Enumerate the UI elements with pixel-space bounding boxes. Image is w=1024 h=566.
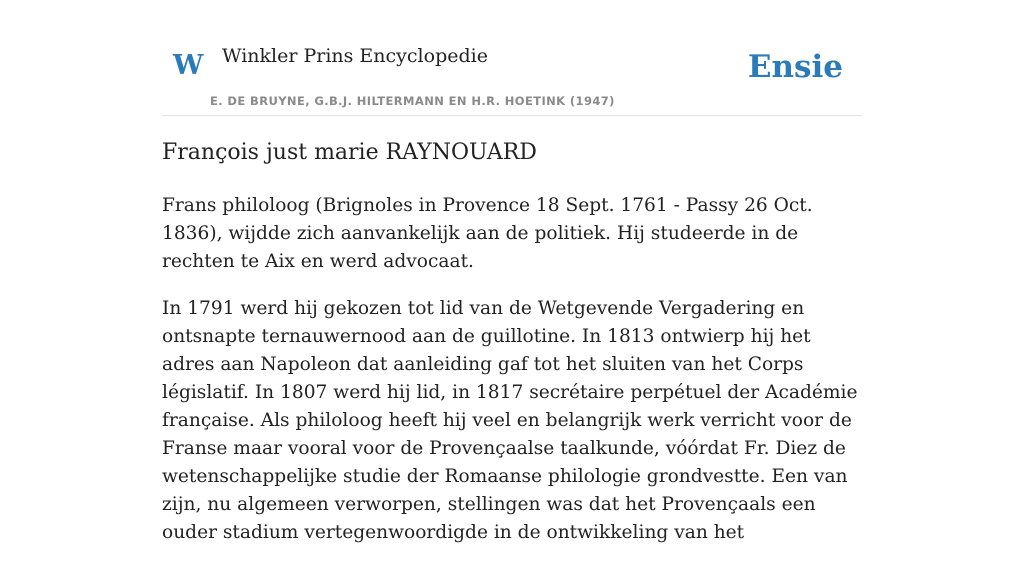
article-paragraph: Frans philoloog (Brignoles in Provence 18 Sept. 1761 - Passy 26 Oct. 1836), wijdde zich aanvankelijk aan de politiek. Hij studeerde in de rechten te Aix en werd advocaat. xyxy=(162,195,813,272)
ensie-logo-link[interactable]: Ensie xyxy=(747,49,843,85)
article-paragraph: In 1791 werd hij gekozen tot lid van de Wetgevende Vergadering en ontsnapte ternauwernood aan de guillotine. In 1813 ontwierp hij het adres aan Napoleon dat aanleiding gaf tot het sluiten van het Corps législatif. In 1807 werd hij lid, in 1817 secrétaire perpétuel der Académie française. Als philoloog heeft hij veel en belangrijk werk verricht voor de Franse maar vooral voor de Provençaalse taalkunde, vóórdat Fr. Diez de wetenschappelijke studie der Romaanse philologie grondvestte. Een van zijn, nu algemeen verworpen, stellingen was dat het Provençaals een ouder stadium vertegenwoordigde in de ontwikkeling van het xyxy=(162,298,858,543)
article-body xyxy=(162,192,862,566)
winkler-prins-logo-icon[interactable]: W xyxy=(173,50,204,81)
book-title[interactable]: Winkler Prins Encyclopedie xyxy=(222,45,488,67)
article-title: François just marie RAYNOUARD xyxy=(162,140,537,165)
book-authors: E. DE BRUYNE, G.B.J. HILTERMANN EN H.R. HOETINK (1947) xyxy=(210,94,615,108)
site-header xyxy=(162,0,862,116)
